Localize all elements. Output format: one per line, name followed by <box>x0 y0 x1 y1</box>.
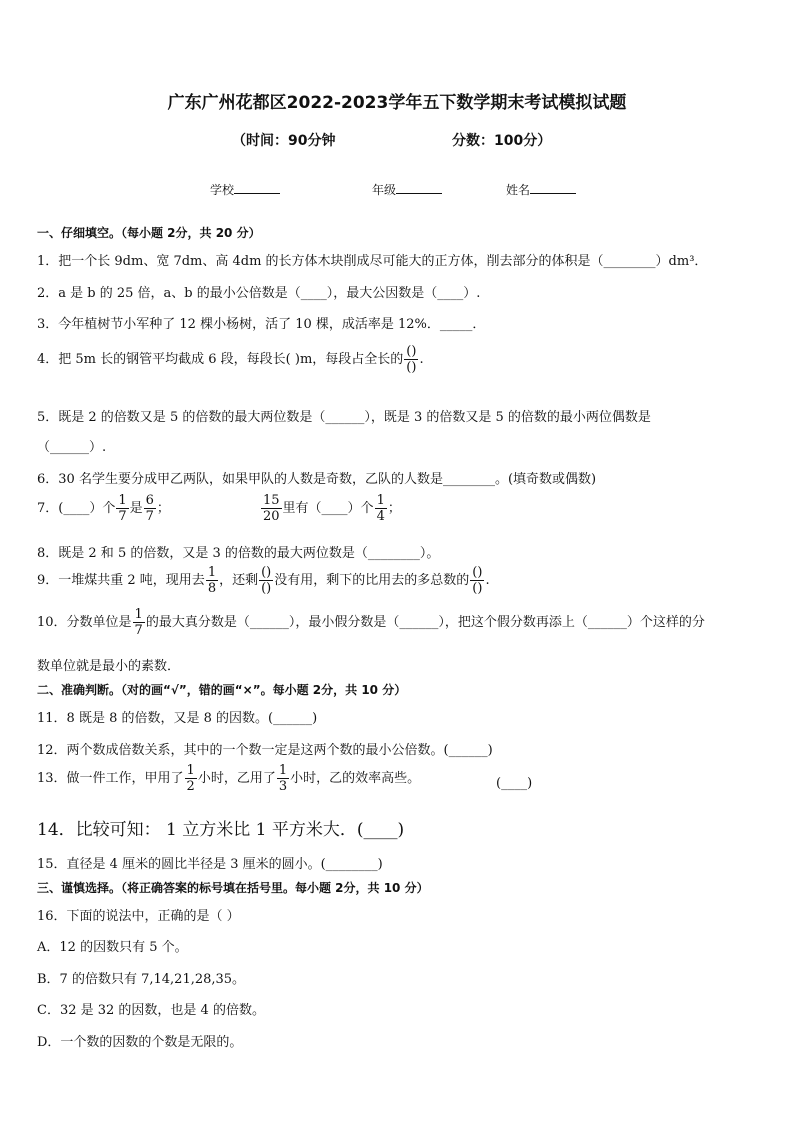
question-15: 15．直径是 4 厘米的圆比半径是 3 厘米的圆小。(________) <box>37 857 383 872</box>
section-2-heading: 二、准确判断。（对的画“√”，错的画“×”。每小题 2分，共 10 分） <box>37 683 407 697</box>
option-c[interactable]: C．32 是 32 的因数，也是 4 的倍数。 <box>37 1003 265 1018</box>
school-blank[interactable] <box>234 181 280 194</box>
section-1-heading: 一、仔细填空。（每小题 2分，共 20 分） <box>37 226 261 240</box>
question-16: 16．下面的说法中，正确的是（ ） <box>37 909 240 924</box>
school-field <box>210 181 280 198</box>
question-4: 4．把 5m 长的钢管平均截成 6 段，每段长( )m，每段占全长的 $\frac{()}{()}$ . <box>37 344 424 375</box>
fraction-1-7: $\frac{1}{7}$ <box>134 607 143 638</box>
question-7-part-2: $\frac{15}{20}$ 里有（____）个 $\frac{1}{4}$ ； <box>263 493 401 524</box>
grade-field <box>372 181 442 198</box>
question-12: 12．两个数成倍数关系，其中的一个数一定是这两个数的最小公倍数。(______) <box>37 743 493 758</box>
fraction-1-7: $\frac{1}{7}$ <box>118 493 127 524</box>
question-11: 11．8 既是 8 的倍数，又是 8 的因数。(______) <box>37 711 318 726</box>
fraction-blank: $\frac{()}{()}$ <box>406 344 417 375</box>
fraction-1-3: $\frac{1}{3}$ <box>278 763 288 794</box>
grade-blank[interactable] <box>396 181 442 194</box>
question-4-text: 4．把 5m 长的钢管平均截成 6 段，每段长( )m，每段占全长的 <box>37 352 404 367</box>
fraction-1-4: $\frac{1}{4}$ <box>376 493 385 524</box>
option-d[interactable]: D．一个数的因数的个数是无限的。 <box>37 1035 243 1050</box>
question-5-line-1: 5．既是 2 的倍数又是 5 的倍数的最大两位数是（______），既是 3 的倍数又是 5 的倍数的最小两位偶数是 <box>37 410 651 425</box>
fraction-1-8: $\frac{1}{8}$ <box>207 565 217 596</box>
fraction-15-20: $\frac{15}{20}$ <box>263 493 280 524</box>
question-3: 3．今年植树节小军种了 12 棵小杨树，活了 10 棵，成活率是 12%．_____． <box>37 317 486 332</box>
question-14: 14．比较可知： 1 立方米比 1 平方米大．(____) <box>37 820 405 840</box>
name-label: 姓名 <box>506 183 531 197</box>
question-13-answer: (____) <box>496 776 533 791</box>
question-9: 9．一堆煤共重 2 吨，现用去 $\frac{1}{8}$ ，还剩 $\frac{()}{()}$ 没有用，剩下的比用去的多总数的 $\frac{()}{()}$ . <box>37 565 490 596</box>
question-8: 8．既是 2 和 5 的倍数，又是 3 的倍数的最大两位数是（________）。 <box>37 546 440 561</box>
fraction-6-7: $\frac{6}{7}$ <box>145 493 154 524</box>
name-blank[interactable] <box>530 181 576 194</box>
exam-title: 广东广州花都区2022-2023学年五下数学期末考试模拟试题 <box>167 93 627 113</box>
fraction-1-2: $\frac{1}{2}$ <box>186 763 195 794</box>
question-13: 13．做一件工作，甲用了 $\frac{1}{2}$ 小时，乙用了 $\frac{1}{3}$ 小时，乙的效率高些。 <box>37 763 421 794</box>
option-a[interactable]: A．12 的因数只有 5 个。 <box>37 940 188 955</box>
question-10-line-2: 数单位就是最小的素数． <box>37 659 181 674</box>
question-6: 6．30 名学生要分成甲乙两队，如果甲队的人数是奇数，乙队的人数是________。(填奇数或偶数) <box>37 472 597 487</box>
question-1: 1．把一个长 9dm、宽 7dm、高 4dm 的长方体木块削成尽可能大的正方体，削去部分的体积是（________）dm³． <box>37 254 708 269</box>
question-2: 2．a 是 b 的 25 倍，a、b 的最小公倍数是（____），最大公因数是（____）. <box>37 286 481 301</box>
question-10-line-1: 10．分数单位是 $\frac{1}{7}$ 的最大真分数是（______），最小假分数是（______），把这个假分数再添上（______）个这样的分 <box>37 607 705 638</box>
question-7: 7．(____）个 $\frac{1}{7}$ 是 $\frac{6}{7}$ ； <box>37 493 170 524</box>
grade-label: 年级 <box>372 183 397 197</box>
section-3-heading: 三、谨慎选择。（将正确答案的标号填在括号里。每小题 2分，共 10 分） <box>37 881 429 895</box>
question-5-line-2: （______）. <box>37 440 107 455</box>
exam-score: 分数：100分） <box>452 133 552 149</box>
exam-time: （时间：90分钟 <box>232 133 336 149</box>
option-b[interactable]: B．7 的倍数只有 7,14,21,28,35。 <box>37 972 246 987</box>
name-field <box>506 181 576 198</box>
school-label: 学校 <box>210 183 235 197</box>
fraction-blank: $\frac{()}{()}$ <box>261 565 272 596</box>
fraction-blank: $\frac{()}{()}$ <box>472 565 483 596</box>
